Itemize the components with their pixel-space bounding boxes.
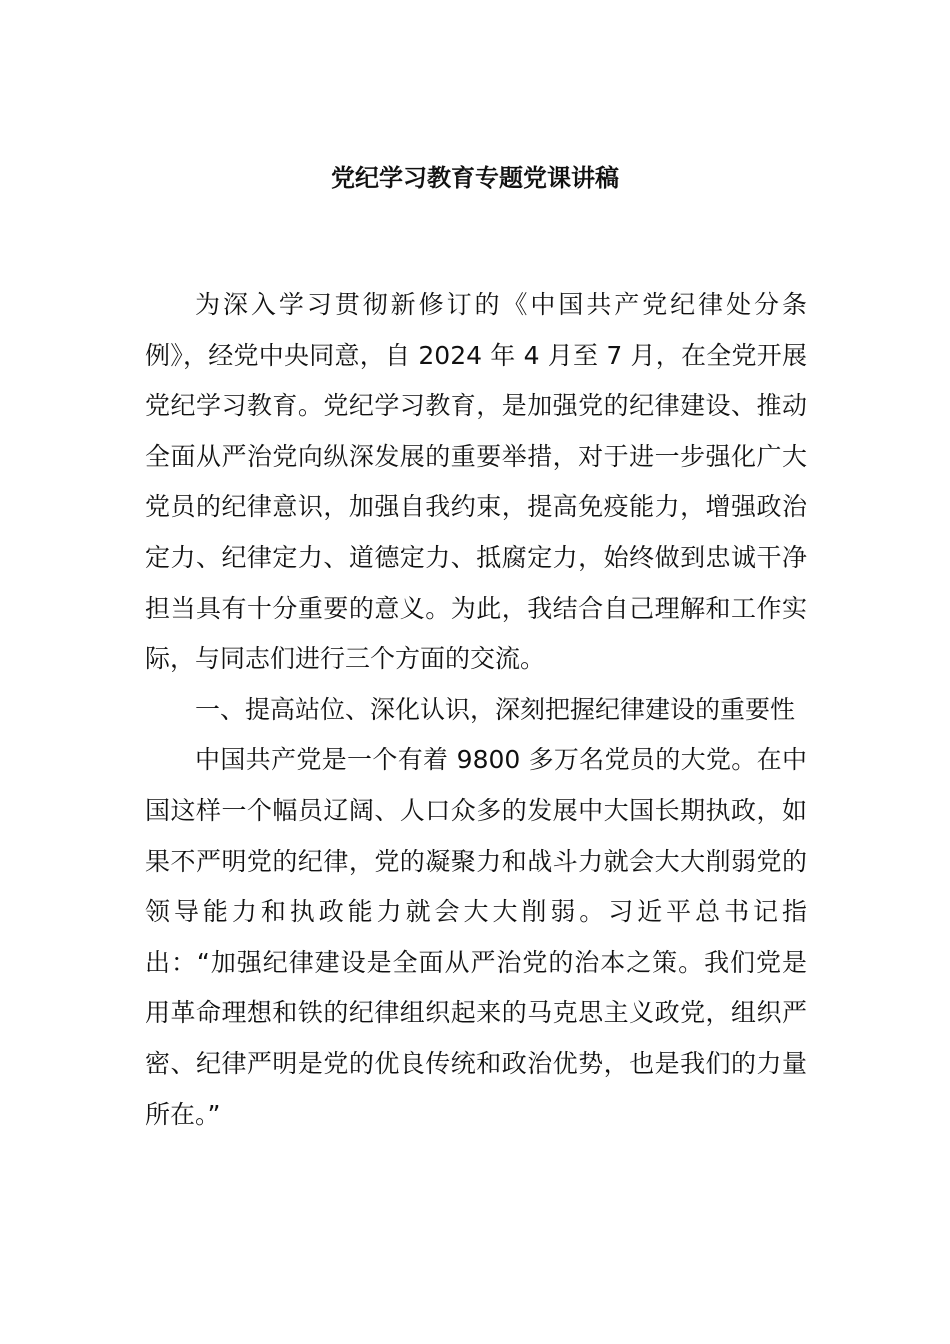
paragraph-section-1: 中国共产党是一个有着 9800 多万名党员的大党。在中国这样一个幅员辽阔、人口众多的发展中大国长期执政，如果不严明党的纪律，党的凝聚力和战斗力就会大大削弱党的领导能力和执政能力就会大大削弱。习近平总书记指出：“加强纪律建设是全面从严治党的治本之策。我们党是用革命理想和铁的纪律组织起来的马克思主义政党，组织严密、纪律严明是党的优良传统和政治优势，也是我们的力量所在。” (145, 745, 807, 1129)
document-body (145, 280, 807, 1140)
section-heading-1: 一、提高站位、深化认识，深刻把握纪律建设的重要性 (195, 694, 796, 724)
document-title: 党纪学习教育专题党课讲稿 (331, 164, 619, 192)
paragraph-intro: 为深入学习贯彻新修订的《中国共产党纪律处分条例》，经党中央同意，自 2024 年 4 月至 7 月，在全党开展党纪学习教育。党纪学习教育，是加强党的纪律建设、推动全面从严治党向纵深发展的重要举措，对于进一步强化广大党员的纪律意识，加强自我约束，提高免疫能力，增强政治定力、纪律定力、道德定力、抵腐定力，始终做到忠诚干净担当具有十分重要的意义。为此，我结合自己理解和工作实际，与同志们进行三个方面的交流。 (145, 290, 807, 674)
